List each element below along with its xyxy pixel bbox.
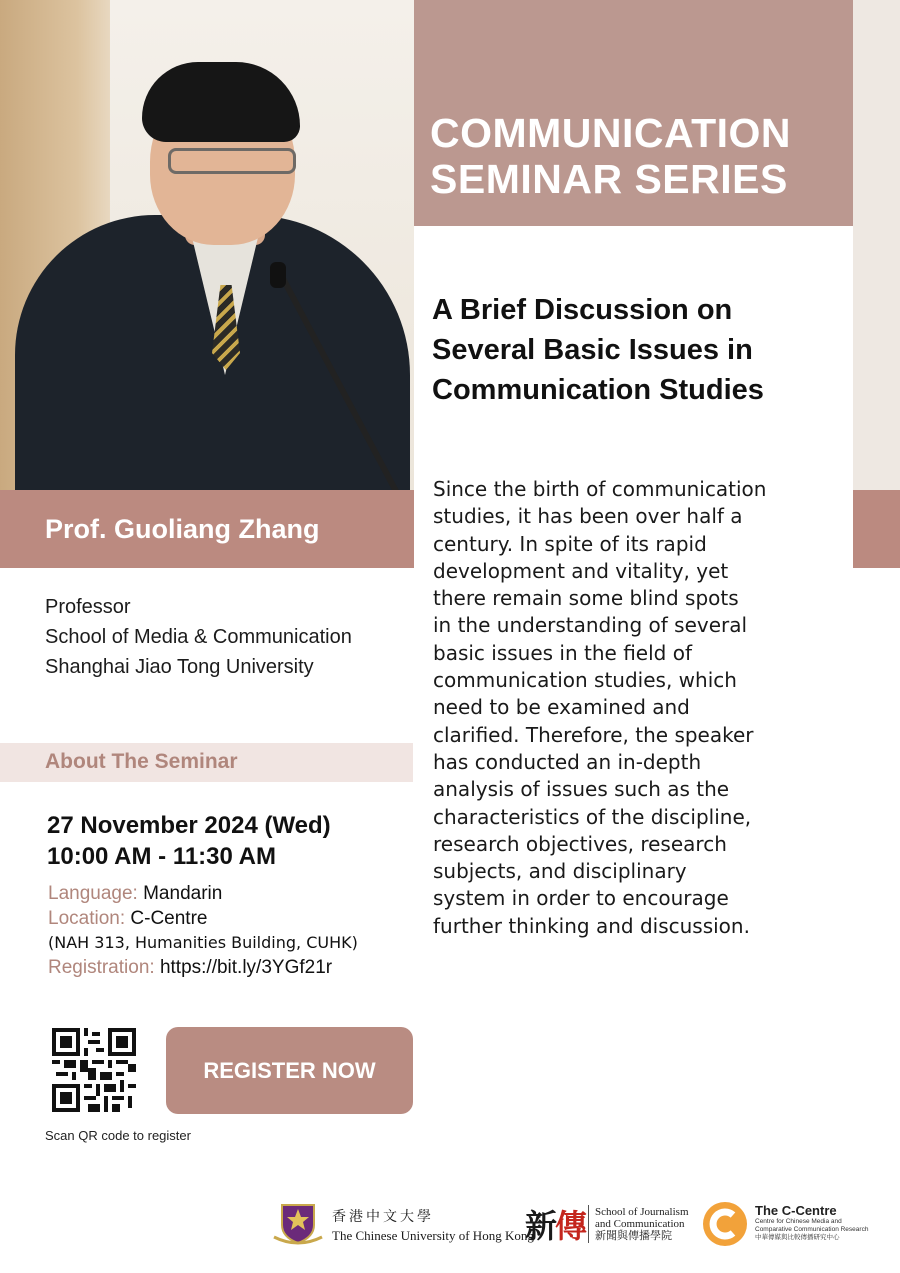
right-edge-band — [853, 490, 900, 568]
sjc-name-en-2: and Communication — [595, 1218, 685, 1230]
abstract-line: characteristics of the discipline, — [433, 804, 752, 829]
sjc-mark-char-1: 新 — [525, 1207, 556, 1245]
register-now-button[interactable]: REGISTER NOW — [166, 1027, 413, 1114]
abstract — [433, 476, 853, 940]
abstract-line: there remain some blind spots — [433, 586, 739, 611]
c-centre-sub-2: Comparative Communication Research — [755, 1226, 869, 1233]
abstract-line: studies, it has been over half a — [433, 504, 743, 529]
seminar-date-time — [47, 810, 331, 872]
talk-title — [432, 290, 852, 410]
abstract-line: basic issues in the field of — [433, 640, 692, 665]
cuhk-name-zh: 香港中文大學 — [332, 1209, 434, 1225]
abstract-line: analysis of issues such as the — [433, 777, 730, 802]
speaker-name: Prof. Guoliang Zhang — [45, 514, 320, 544]
right-edge-strip — [853, 0, 900, 490]
series-title — [430, 110, 850, 202]
abstract-line: research objectives, research — [433, 831, 727, 856]
sjc-mark-char-2: 傳 — [555, 1207, 586, 1245]
speaker-school: School of Media & Communication — [45, 626, 352, 648]
abstract-line: development and vitality, yet — [433, 558, 729, 583]
abstract-line: Since the birth of communication — [433, 477, 767, 501]
abstract-line: has conducted an in-depth — [433, 749, 702, 774]
location-label: Location: — [48, 907, 126, 929]
registration-label: Registration: — [48, 956, 155, 978]
series-title-line-1: COMMUNICATION — [430, 110, 792, 156]
speaker-affiliation — [45, 592, 352, 682]
abstract-line: clarified. Therefore, the speaker — [433, 722, 754, 747]
location-value: C-Centre — [130, 907, 208, 929]
language-label: Language: — [48, 883, 138, 904]
abstract-line: subjects, and disciplinary — [433, 859, 687, 884]
abstract-line: need to be examined and — [433, 695, 690, 720]
abstract-line: century. In spite of its rapid — [433, 531, 707, 556]
language-row — [48, 882, 358, 907]
sjc-logo-text — [595, 1206, 689, 1242]
sjc-name-en-1: School of Journalism — [595, 1206, 689, 1218]
sjc-name-zh: 新聞與傳播學院 — [595, 1230, 672, 1242]
abstract-line: in the understanding of several — [433, 613, 748, 638]
registration-row — [48, 956, 358, 981]
sjc-logo-mark — [525, 1201, 585, 1247]
location-row — [48, 907, 358, 932]
location-detail: (NAH 313, Humanities Building, CUHK) — [48, 933, 358, 952]
qr-caption: Scan QR code to register — [45, 1128, 191, 1143]
c-centre-logo-text — [755, 1203, 868, 1242]
cuhk-crest-icon — [272, 1201, 324, 1247]
c-centre-logo-icon — [702, 1201, 748, 1247]
abstract-line: communication studies, which — [433, 668, 737, 693]
abstract-line: further thinking and discussion. — [433, 913, 750, 938]
series-title-line-2: SEMINAR SERIES — [430, 156, 788, 202]
registration-link[interactable]: https://bit.ly/3YGf21r — [159, 956, 333, 978]
talk-title-line-1: A Brief Discussion on — [432, 294, 733, 326]
cuhk-name-en: The Chinese University of Hong Kong — [332, 1228, 534, 1243]
sjc-logo-divider — [588, 1205, 589, 1243]
c-centre-sub-zh: 中華傳媒與比較傳播研究中心 — [755, 1234, 840, 1241]
microphone-icon — [270, 262, 286, 288]
c-centre-sub-1: Centre for Chinese Media and — [755, 1218, 842, 1225]
language-value: Mandarin — [143, 883, 223, 904]
talk-title-line-3: Communication Studies — [432, 374, 764, 406]
c-centre-name: The C-Centre — [755, 1203, 837, 1218]
seminar-details — [48, 882, 358, 980]
seminar-time: 10:00 AM - 11:30 AM — [47, 843, 276, 870]
seminar-date: 27 November 2024 (Wed) — [47, 812, 331, 839]
abstract-line: system in order to encourage — [433, 886, 729, 911]
talk-title-line-2: Several Basic Issues in — [432, 334, 753, 366]
about-label: About The Seminar — [45, 750, 238, 773]
cuhk-logo-text — [332, 1206, 534, 1244]
photo-glasses — [168, 148, 296, 174]
speaker-position: Professor — [45, 596, 131, 618]
speaker-photo — [0, 0, 414, 490]
speaker-university: Shanghai Jiao Tong University — [45, 656, 314, 678]
qr-code-icon[interactable] — [52, 1028, 136, 1112]
